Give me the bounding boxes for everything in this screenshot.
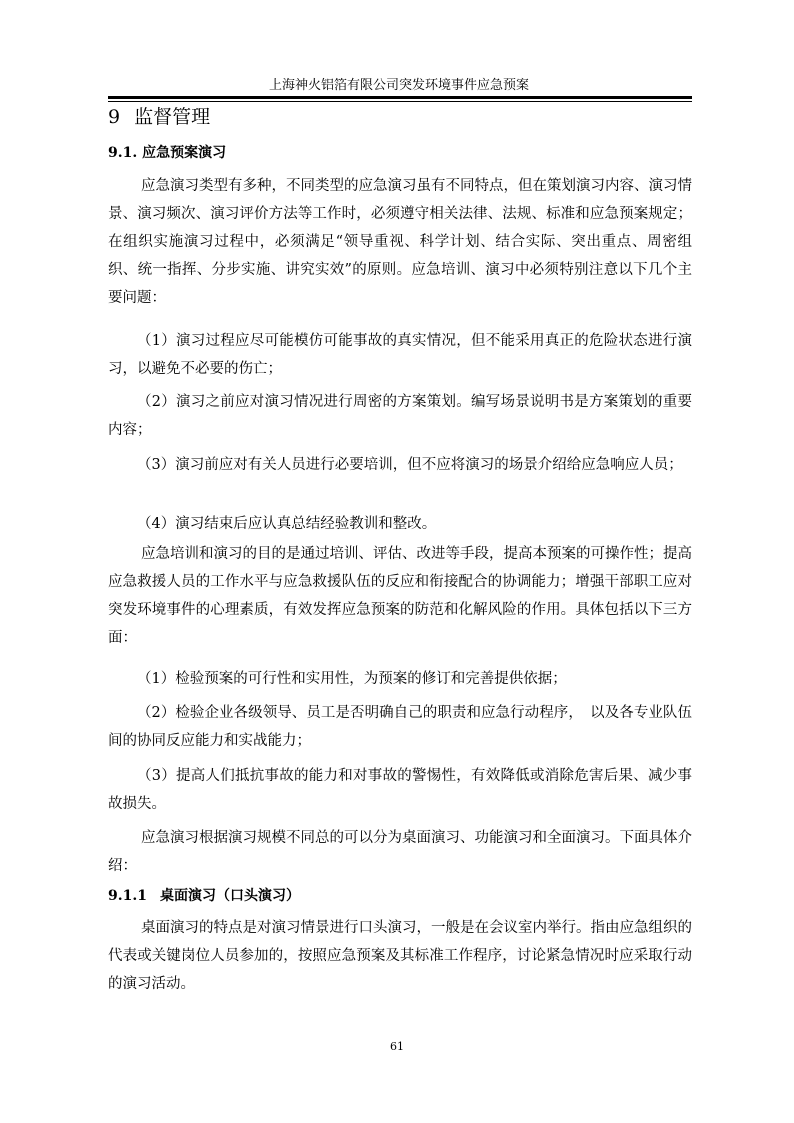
paragraph-purpose-1: （1）检验预案的可行性和实用性，为预案的修订和完善提供依据； (137, 671, 567, 687)
paragraph-purpose-2: （2）检验企业各级领导、员工是否明确自己的职责和应急行动程序， 以及各专业队伍间的协同反应能力和实战能力； (108, 705, 692, 749)
section-title: 监督管理 (134, 106, 211, 128)
subsection-heading: 9.1. 应急预案演习 (108, 145, 227, 161)
paragraph-tabletop: 桌面演习的特点是对演习情景进行口头演习，一般是在会议室内举行。指由应急组织的代表或关键岗位人员参加的，按照应急预案及其标准工作程序，讨论紧急情况时应采取行动的演习活动。 (108, 920, 692, 992)
section-number: 9 (108, 106, 121, 128)
header-rule-thick (108, 96, 692, 99)
paragraph-types: 应急演习根据演习规模不同总的可以分为桌面演习、功能演习和全面演习。下面具体介绍： (108, 830, 692, 874)
page-header: 上海神火铝箔有限公司突发环境事件应急预案 (268, 78, 529, 93)
header-rule-thin (108, 101, 692, 102)
paragraph-item-4: （4）演习结束后应认真总结经验教训和整改。 (137, 516, 437, 532)
paragraph-item-1: （1）演习过程应尽可能模仿可能事故的真实情况，但不能采用真正的危险状态进行演习，以避免不必要的伤亡； (108, 333, 692, 377)
page-number: 61 (390, 1040, 404, 1053)
subsubsection-title: 桌面演习（口头演习） (160, 888, 300, 904)
paragraph-item-3: （3）演习前应对有关人员进行必要培训，但不应将演习的场景介绍给应急响应人员； (137, 457, 683, 473)
paragraph-item-2: （2）演习之前应对演习情况进行周密的方案策划。编写场景说明书是方案策划的重要内容； (108, 394, 692, 438)
paragraph-purpose: 应急培训和演习的目的是通过培训、评估、改进等手段，提高本预案的可操作性；提高应急救援人员的工作水平与应急救援队伍的反应和衔接配合的协调能力；增强干部职工应对突发环境事件的心理素质，有效发挥应急预案的防范和化解风险的作用。具体包括以下三方面： (108, 546, 692, 646)
paragraph-intro: 应急演习类型有多种，不同类型的应急演习虽有不同特点，但在策划演习内容、演习情景、演习频次、演习评价方法等工作时，必须遵守相关法律、法规、标准和应急预案规定；在组织实施演习过程中，必须满足“领导重视、科学计划、结合实际、突出重点、周密组织、统一指挥、分步实施、讲究实效”的原则。应急培训、演习中必须特别注意以下几个主要问题： (108, 178, 692, 306)
paragraph-purpose-3: （3）提高人们抵抗事故的能力和对事故的警惕性，有效降低或消除危害后果、减少事故损失。 (108, 768, 692, 812)
subsubsection-heading (108, 886, 300, 906)
section-heading (108, 105, 210, 129)
subsubsection-number: 9.1.1 (108, 888, 147, 904)
